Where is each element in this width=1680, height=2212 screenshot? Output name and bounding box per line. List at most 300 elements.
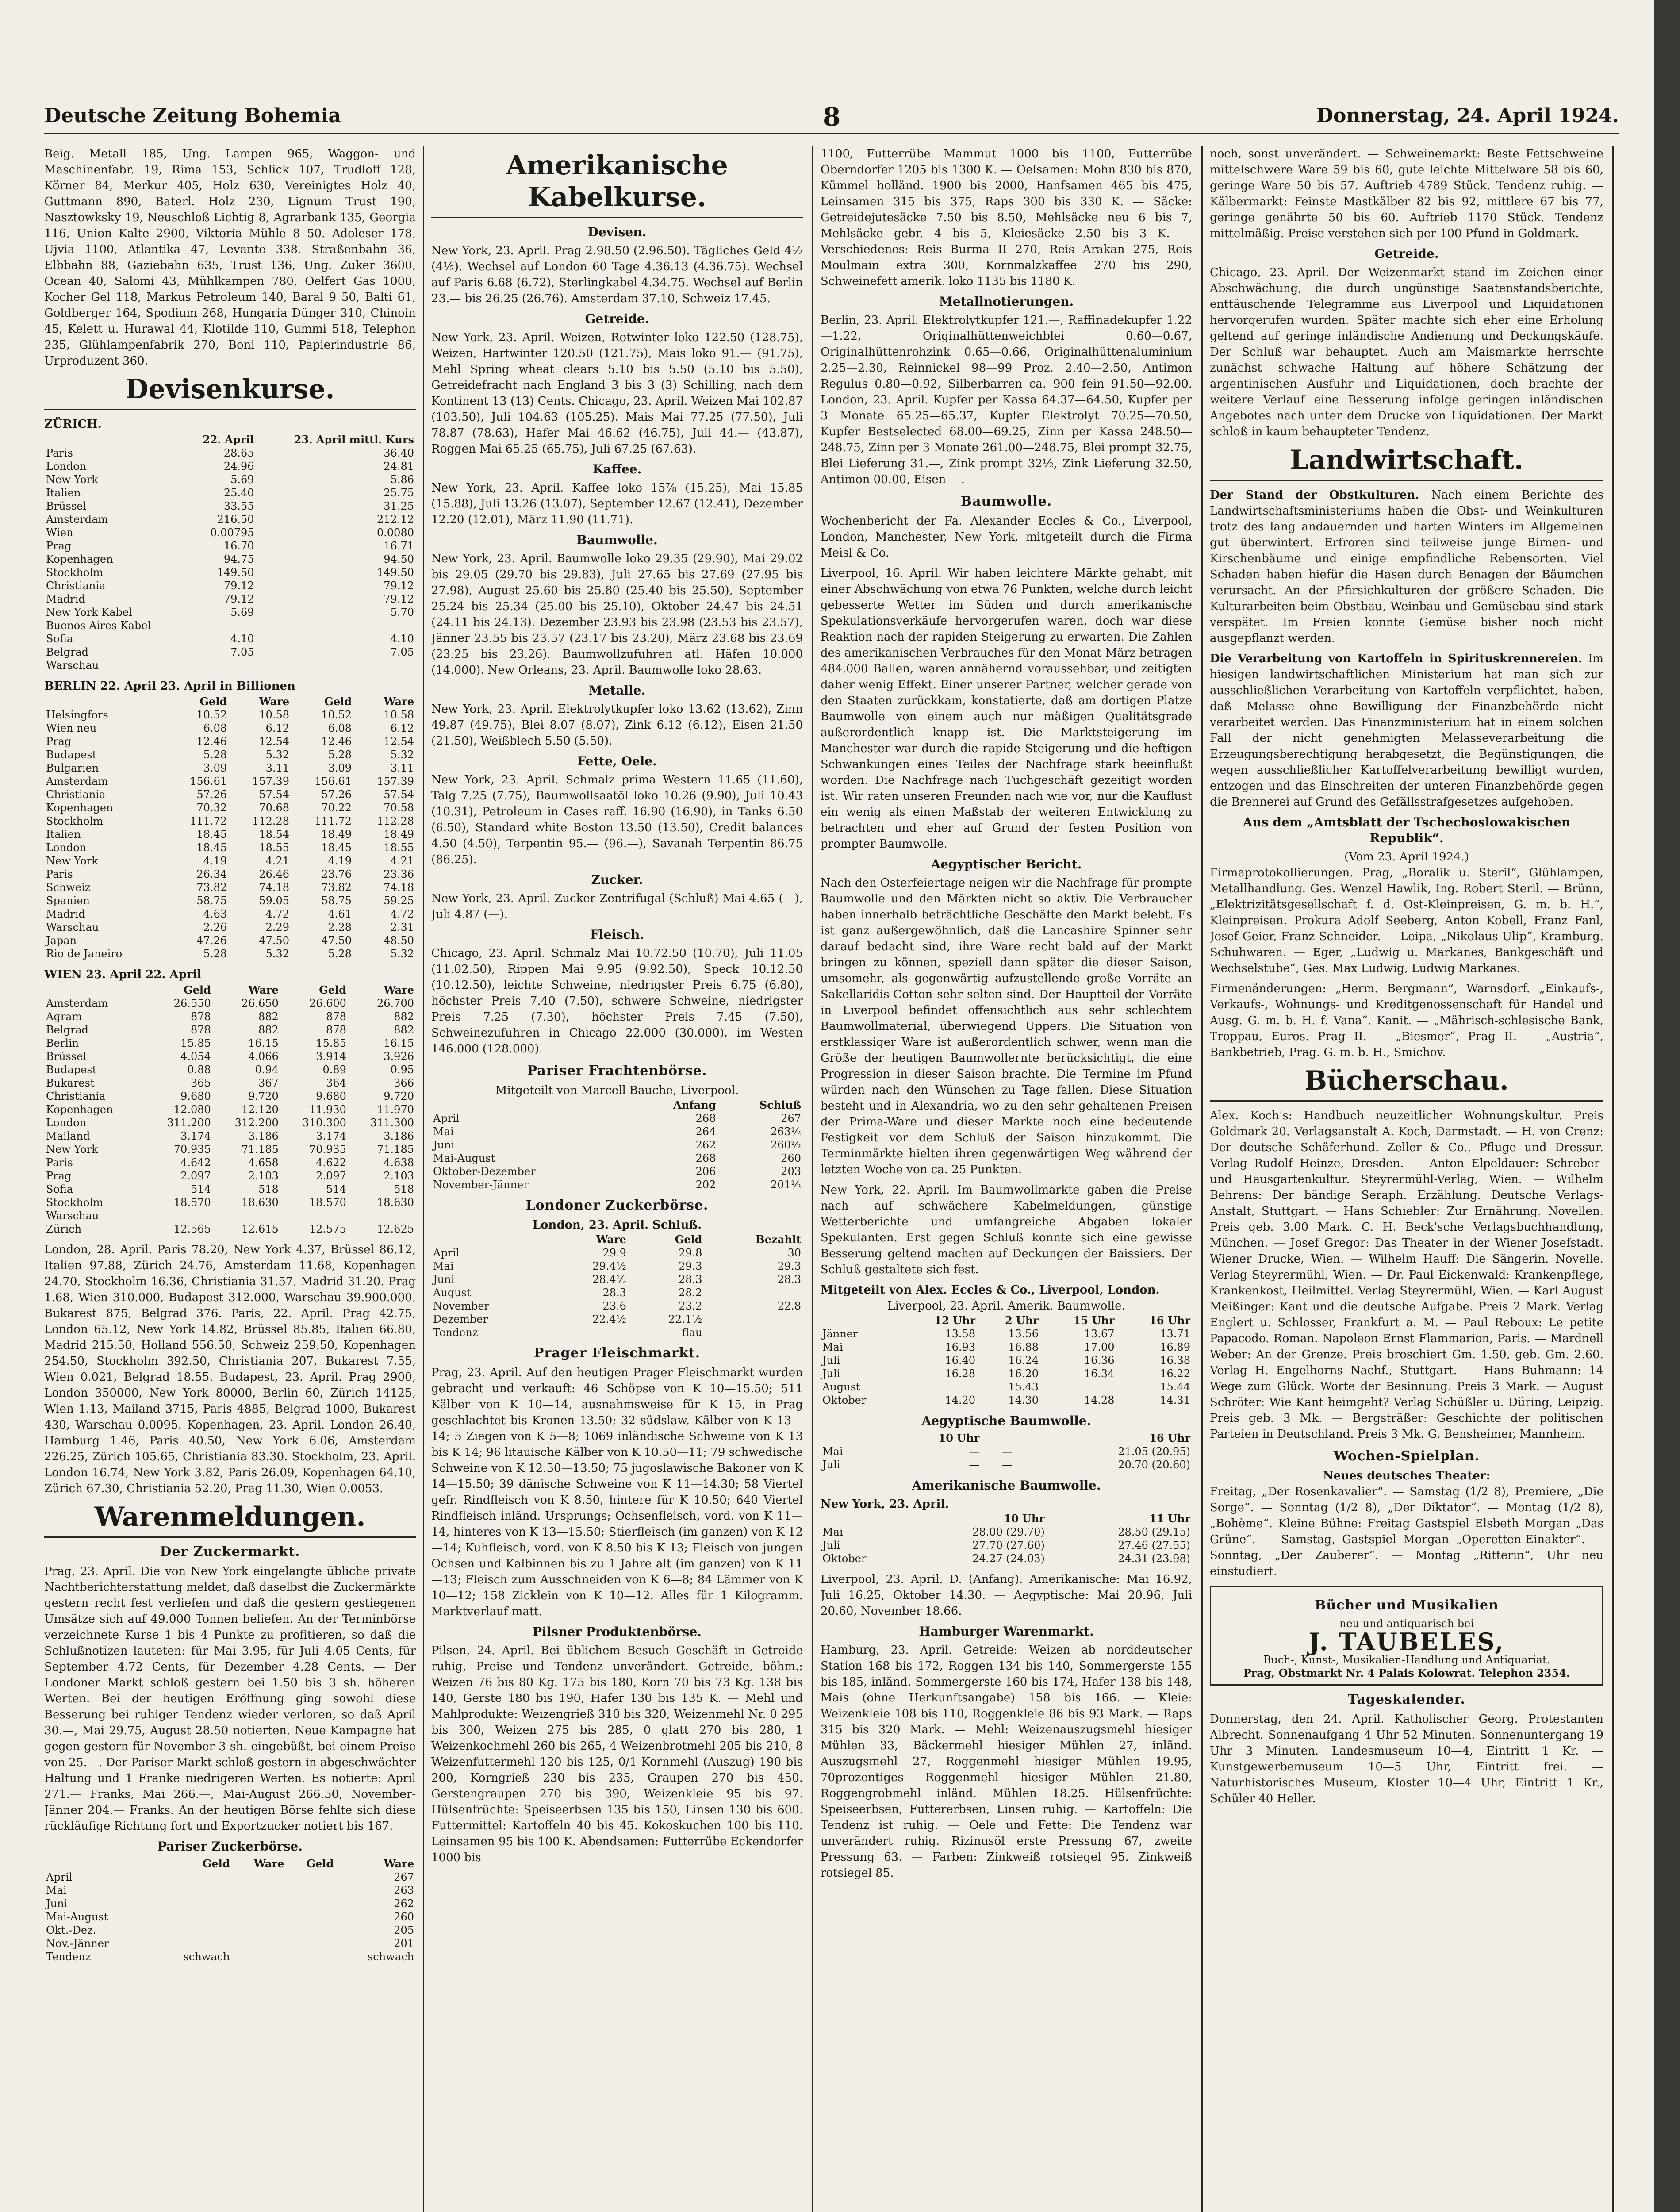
table-cell: 29.3 bbox=[679, 1260, 702, 1272]
table-row bbox=[821, 1525, 1192, 1539]
table-cell: 18.630 bbox=[377, 1196, 414, 1209]
baumwolle-report: Liverpool, 16. April. Wir haben leichtere Märkte gehabt, mit einer Abschwächung von etwa 76 Punkten, welche durch leicht gebesserte Wetter im Süden und durch amerikanische Spekulationsverkäufe hervorgerufen waren, doch war diese Reaktion nach der rapiden Steigerung zu erwarten. Die Zahlen des amerikanischen Verbrauches für den Monat März betragen 484.000 Ballen, waren annähernd voraussehbar, und zeitigten daher wenig Effekt. Einer unserer Partner, welcher gerade von den Staaten zurückkam, konstatierte, daß am dortigen Platze Baumwolle von einem auch nur mäßigen Qualitätsgrade außerordentlich knapp ist. Die Marktsteigerung im Manchester war durch die rapide Steigerung und die heftigen Schwankungen eines Teiles der Nachfrage stark beeinflußt worden. Die Nachfrage nach Tuchgeschäft gezeitigt worden ist. Wir raten unseren Freunden nach wie vor, nur die Kauflust ein wenig als einen Maßstab der weiteren Entwicklung zu betrachten und eher auf Grund der festen Position von prompter Baumwolle. bbox=[821, 567, 1192, 851]
row-label: New York bbox=[46, 855, 98, 867]
row-label: Warschau bbox=[46, 1210, 99, 1222]
column-header: Geld bbox=[319, 983, 346, 996]
table-cell: 157.39 bbox=[252, 775, 290, 787]
table-cell: 58.75 bbox=[196, 895, 227, 907]
table-cell: 16.88 bbox=[1008, 1341, 1039, 1353]
table-cell: 73.82 bbox=[321, 881, 352, 894]
table-cell bbox=[232, 1924, 286, 1937]
table-cell: 5.69 bbox=[230, 473, 254, 486]
table-cell: 57.54 bbox=[259, 788, 290, 801]
table-cell: 9.680 bbox=[180, 1090, 211, 1102]
row-label: Rio de Janeiro bbox=[46, 948, 123, 960]
metalle-text: New York, 23. April. Elektrolytkupfer loko 13.62 (13.62), Zinn 49.87 (49.75), Blei 8.07 (8.07), Zink 6.12 (6.12), Eisen 21.50 (21.50), Weißblech 5.50 (5.50). bbox=[431, 703, 803, 748]
table-cell bbox=[1040, 1380, 1116, 1394]
column-rule bbox=[1612, 146, 1614, 2212]
column-header bbox=[821, 1432, 877, 1445]
table-row bbox=[44, 934, 416, 947]
table-row bbox=[44, 606, 416, 619]
table-cell: 149.50 bbox=[217, 566, 254, 579]
table-cell: 3.09 bbox=[203, 762, 227, 774]
table-cell bbox=[286, 1897, 335, 1910]
table-cell: 29.9 bbox=[602, 1247, 626, 1259]
row-label: August bbox=[822, 1381, 860, 1393]
row-label: Juli bbox=[822, 1539, 840, 1551]
table-cell: 57.54 bbox=[384, 788, 414, 801]
zuckermarkt-text: Prag, 23. April. Die von New York eingelangte übliche private Nachtberichterstattung meldet, daß daselbst die Zuckermärkte gestern recht fest verliefen und daß die gestern gestiegenen Umsätze sich auf 49.000 Tonnen beliefen. An der Terminbörse verzeichnete Kurse 1 bis 4 Punkte zu profitieren, so daß die Schlußnotizen lauteten: für Mai 3.95, für Juli 4.05 Cents, für September 4.72 Cents, für Dezember 4.28 Cents. — Der Londoner Markt schloß gestern bei 1.50 bis 3 sh. höheren Werten. Bei der heutigen Eröffnung ging sowohl diese Besserung bei ruhiger Tendenz wieder verloren, so daß April 30.—, Mai 29.75, August 28.50 notierten. Neue Kampagne hat gegen gestern für November 3 sh. eingebüßt, bei einem Preise von 25.—. Der Pariser Markt schloß gestern in abgeschwächter Haltung und 1 Franke niedrigeren Werten. Es notierte: April 271.— Franks, Mai 266.—, Mai-August 266.50, November-Jänner 204.— Franks. An der heutigen Börse fehlte sich diese rückläufige Richtung fort und Exportzucker notiert bis 167. bbox=[44, 1565, 416, 1833]
row-label: Italien bbox=[46, 828, 81, 841]
row-label: Mai bbox=[433, 1125, 454, 1138]
table-cell: 10.58 bbox=[259, 709, 290, 721]
table-cell: 47.26 bbox=[196, 934, 227, 947]
table-cell bbox=[256, 659, 416, 672]
table-cell: 48.50 bbox=[384, 934, 414, 947]
row-label: London bbox=[46, 460, 87, 472]
table-cell: 6.08 bbox=[328, 722, 352, 734]
row-label: April bbox=[433, 1247, 460, 1259]
fleisch-text: Chicago, 23. April. Schmalz Mai 10.72.50 (10.70), Juli 11.05 (11.02.50), Rippen Mai 9.95 (9.92.50), Speck 10.12.50 (10.12.50), leichte Schweine, niedrigster Preis 6.75 (6.80), höchster Preis 7.40 (7.50), schwere Schweine, niedrigster Preis 7.25 (7.30), höchster Preis 7.45 (7.50), Schweinezufuhren in Chicago 22.000 (30.000), im Westen 146.000 (128.000). bbox=[431, 947, 803, 1056]
table-cell: 33.55 bbox=[223, 500, 254, 512]
table-cell: — bbox=[969, 1445, 980, 1458]
table-cell bbox=[286, 1924, 335, 1937]
table-cell: 365 bbox=[190, 1077, 211, 1089]
table-cell: 5.86 bbox=[390, 473, 414, 486]
table-cell: 26.34 bbox=[196, 868, 227, 880]
column-header bbox=[44, 695, 166, 708]
table-row bbox=[44, 735, 416, 748]
table-cell bbox=[232, 1870, 286, 1884]
frachtenboerse-heading: Pariser Frachtenbörse. bbox=[527, 1063, 707, 1079]
table-cell: 518 bbox=[394, 1183, 414, 1195]
table-cell: 16.24 bbox=[1008, 1354, 1039, 1367]
table-cell: 15.44 bbox=[1160, 1381, 1190, 1393]
table-row bbox=[44, 854, 416, 868]
column-header: Ware bbox=[253, 1857, 284, 1870]
table-row bbox=[44, 619, 416, 632]
column-header: 16 Uhr bbox=[1149, 1314, 1190, 1327]
column-rule bbox=[1201, 146, 1203, 2212]
table-cell bbox=[151, 1897, 232, 1910]
table-cell: 202 bbox=[695, 1179, 716, 1191]
row-label: Madrid bbox=[46, 593, 85, 605]
row-label: New York bbox=[46, 473, 98, 486]
table-cell: 18.54 bbox=[259, 828, 290, 841]
aegyptische-baumwolle-heading: Aegyptische Baumwolle. bbox=[921, 1413, 1091, 1428]
table-cell bbox=[552, 1326, 628, 1339]
column-header: Geld bbox=[306, 1857, 334, 1870]
row-label: Bulgarien bbox=[46, 762, 99, 774]
hamburger-warenmarkt-text: Hamburg, 23. April. Getreide: Weizen ab norddeutscher Station 168 bis 172, Roggen 134 bis 140, Sommergerste 155 bis 185, inländ. Sommergerste 160 bis 174, Hafer 138 bis 148, Mais (ohne Herkunftsangabe) 158 bis 166. — Kleie: Weizenkleie 108 bis 110, Roggenkleie 86 bis 93 Mark. — Raps 315 bis 320 Mark. — Mehl: Weizenauszugsmehl hiesiger Mühlen 33, Bäckermehl hiesiger Mühlen 27, inländ. Auszugsmehl 27, Roggenmehl hiesiger Mühlen 19.95, 70prozentiges Roggenmehl hiesiger Mühlen 21.80, Roggengrobmehl inländ. Mühlen 18.25. Hülsenfrüchte: Speiseerbsen, Futtererbsen, Linsen ruhig. — Kartoffeln: Die Tendenz ist ruhig. — Oele und Fette: Die Tendenz war unverändert ruhig. Rizinusöl erste Pressung 67, zweite Pressung 63. — Farben: Zinkweiß rotsiegel 95. Zinkweiß rotsiegel 85. bbox=[821, 1644, 1192, 1880]
table-cell: 111.72 bbox=[315, 815, 352, 827]
page-edge-shadow bbox=[1654, 0, 1680, 2212]
table-cell: 882 bbox=[394, 1024, 414, 1036]
ad-company-name: J. TAUBELES, bbox=[1308, 1628, 1505, 1656]
row-label: London bbox=[46, 841, 87, 854]
table-header-row bbox=[431, 1233, 803, 1246]
table-cell: 23.2 bbox=[679, 1300, 702, 1312]
table-cell: 3.11 bbox=[390, 762, 414, 774]
table-cell: 5.28 bbox=[328, 749, 352, 761]
row-label: August bbox=[433, 1286, 471, 1299]
table-row bbox=[44, 553, 416, 566]
table-cell: 4.638 bbox=[384, 1156, 414, 1169]
table-cell: 59.25 bbox=[384, 895, 414, 907]
row-label: Dezember bbox=[433, 1313, 488, 1325]
table-row bbox=[431, 1273, 803, 1286]
table-cell: 94.75 bbox=[223, 553, 254, 565]
table-cell bbox=[286, 1884, 335, 1897]
table-cell: 70.68 bbox=[259, 802, 290, 814]
table-cell bbox=[286, 1950, 335, 1963]
table-row bbox=[44, 1143, 416, 1156]
table-row bbox=[44, 1950, 416, 1963]
table-row bbox=[44, 1884, 416, 1897]
table-cell: 70.32 bbox=[196, 802, 227, 814]
column-header: 11 Uhr bbox=[1149, 1512, 1190, 1525]
table-cell bbox=[704, 1313, 803, 1326]
row-label: Christiania bbox=[46, 788, 106, 801]
table-row bbox=[44, 486, 416, 499]
liverpool-anfang-text: Liverpool, 23. April. D. (Anfang). Amerikanische: Mai 16.92, Juli 16.25, Oktober 14.30. — Aegyptische: Mai 20.96, Juli 20.60, November 18.66. bbox=[821, 1573, 1192, 1618]
table-cell: 15.85 bbox=[180, 1037, 211, 1049]
row-label: Kopenhagen bbox=[46, 553, 113, 565]
column-header: Geld bbox=[324, 695, 352, 708]
table-cell: 12.54 bbox=[384, 735, 414, 748]
metallnotierungen-text: Berlin, 23. April. Elektrolytkupfer 121.—, Raffinadekupfer 1.22—1.22, Originalhüttenweichblei 0.60—0.67, Originalhüttenrohzink 0.65—0.66, Originalhüttenaluminium 2.25—2.30, Reinnickel 98—99 Proz. 2.40—2.50, Antimon Regulus 0.80—0.92, Silberbarren ca. 900 fein 91.50—92.00. London, 23. April. Kupfer per Kassa 64.37—64.50, Kupfer per 3 Monate 65.25—65.37, Kupfer Elektrolyt 70.25—70.50, Kupfer Bestselected 68.00—69.25, Zinn per Kassa 248.50—248.75, Zinn per 3 Monate 261.00—248.75, Blei prompt 32.75, Blei Lieferung 31.—, Zink prompt 32½, Zink Lieferung 32.50, Antimon 00.00, Eisen —. bbox=[821, 314, 1192, 486]
table-row bbox=[44, 722, 416, 735]
table-cell: 11.930 bbox=[309, 1103, 346, 1116]
table-row bbox=[44, 539, 416, 553]
issue-date: Donnerstag, 24. April 1924. bbox=[1316, 104, 1619, 127]
row-label: New York bbox=[46, 1143, 98, 1156]
table-cell: 15.85 bbox=[316, 1037, 346, 1049]
ad-address: Prag, Obstmarkt Nr. 4 Palais Kolowrat. Telephon 2354. bbox=[1243, 1667, 1570, 1679]
firmenaenderungen-text: Firmenänderungen: „Herm. Bergmann“, Warnsdorf. „Einkaufs-, Verkaufs-, Wohnungs- und Kreditgenossenschaft für Handel und Ausg. G. m. b. H. f. Vana“. Kanit. — „Mährisch-schlesische Bank, Troppau, Euros. Prag II. — „Biesmer“, Prag II. — „Austria“, Bankbetrieb, Prag. G. m. b. H., Smichov. bbox=[1210, 982, 1603, 1059]
table-row bbox=[44, 1063, 416, 1076]
table-row bbox=[44, 761, 416, 775]
row-label: Oktober bbox=[822, 1394, 867, 1406]
table-cell: 260½ bbox=[770, 1139, 801, 1151]
table-cell bbox=[704, 1286, 803, 1299]
table-cell: 16.71 bbox=[384, 540, 414, 552]
table-cell: 18.570 bbox=[309, 1196, 346, 1209]
table-cell: 2.26 bbox=[203, 921, 227, 933]
row-label: Prag bbox=[46, 540, 72, 552]
table-cell: 7.05 bbox=[230, 646, 254, 658]
table-row bbox=[431, 1286, 803, 1299]
getreide-heading: Getreide. bbox=[1374, 246, 1439, 261]
row-label: Wien bbox=[46, 526, 73, 539]
table-cell: 17.00 bbox=[1084, 1341, 1115, 1353]
row-label: Berlin bbox=[46, 1037, 79, 1049]
table-cell bbox=[151, 1910, 232, 1924]
table-cell: 882 bbox=[258, 1010, 279, 1023]
table-cell: 5.28 bbox=[328, 948, 352, 960]
table-cell: 71.185 bbox=[377, 1143, 414, 1156]
table-row bbox=[44, 1050, 416, 1063]
table-cell: 47.50 bbox=[321, 934, 352, 947]
newyork-baumwolle-text: New York, 22. April. Im Baumwollmarkte gaben die Preise nach auf schwächere Kabelmeldungen, günstige Wetterberichte und umfangreiche Abgaben lokaler Spekulanten. Erst gegen Schluß konnte sich eine gewisse Besserung geltend machen auf Deckungen der Baissiers. Der Schluß gestaltete sich fest. bbox=[821, 1183, 1192, 1276]
table-cell: 264 bbox=[695, 1125, 716, 1138]
table-row bbox=[44, 446, 416, 460]
table-row bbox=[44, 1090, 416, 1103]
row-label: Madrid bbox=[46, 908, 85, 920]
table-header-row bbox=[821, 1314, 1192, 1327]
table-cell bbox=[232, 1937, 286, 1950]
row-label: Paris bbox=[46, 868, 73, 880]
table-cell: 882 bbox=[258, 1024, 279, 1036]
table-cell: 14.30 bbox=[1008, 1394, 1039, 1406]
table-cell: 71.185 bbox=[241, 1143, 279, 1156]
table-cell: 0.0080 bbox=[377, 526, 414, 539]
table-cell bbox=[185, 659, 256, 672]
zurich-caption: ZÜRICH. bbox=[44, 418, 102, 431]
table-cell: 5.32 bbox=[390, 948, 414, 960]
table-cell: 878 bbox=[326, 1010, 346, 1023]
table-row bbox=[821, 1552, 1192, 1565]
table-cell: schwach bbox=[368, 1951, 414, 1963]
aegyptische-baumwolle-table bbox=[821, 1432, 1192, 1471]
table-cell bbox=[1047, 1552, 1053, 1565]
table-row bbox=[821, 1327, 1192, 1340]
table-row bbox=[431, 1260, 803, 1273]
getreide-text: Chicago, 23. April. Der Weizenmarkt stand im Zeichen einer Abschwächung, die durch ungünstige Saatenstandsberichte, enttäuschende Telegramme aus Liverpool und Liquidationen hervorgerufen wurden. Später machte sich eher eine Erholung geltend auf geringe inländische Andienung und Deckungskäufe. Der Schluß war behauptet. Auch am Maismarkte herrschte zunächst schwache Haltung auf höhere Schätzung der argentinischen Ausfuhr und Liquidationen, doch brachte der weitere Verlauf eine Besserung infolge geringen inländischen Angebotes nach unter dem Drucke von Liquidationen. Der Markt schloß in kaum behaupteter Tendenz. bbox=[1210, 266, 1603, 438]
kaffee-heading: Kaffee. bbox=[592, 462, 642, 476]
row-label: Sofia bbox=[46, 1183, 73, 1195]
table-cell: 4.10 bbox=[390, 633, 414, 645]
berlin-table bbox=[44, 695, 416, 960]
table-cell: 29.3 bbox=[777, 1260, 801, 1272]
table-row bbox=[44, 526, 416, 539]
table-row bbox=[44, 1910, 416, 1924]
liverpool-sub: Liverpool, 23. April. Amerik. Baumwolle. bbox=[887, 1299, 1125, 1313]
row-label: Mai bbox=[822, 1526, 843, 1538]
pariser-zucker-heading: Pariser Zuckerbörse. bbox=[157, 1839, 303, 1854]
fleisch-heading: Fleisch. bbox=[590, 927, 644, 942]
table-row bbox=[821, 1367, 1192, 1380]
produkten-continued-text: 1100, Futterrübe Mammut 1000 bis 1100, Futterrübe Oberndorfer 1205 bis 1300 K. — Oelsamen: Mohn 830 bis 870, Kümmel holländ. 1900 bis 2000, Hanfsamen 465 bis 475, Leinsamen 315 bis 375, Raps 300 bis 330 K. — Säcke: Getreidejutesäcke 7.50 bis 8.50, Mehlsäcke neu 6 bis 7, Mehlsäcke gebr. 4 bis 5, Kleiesäcke 2.50 bis 3 K. — Verschiedenes: Reis Burma II 270, Reis Arakan 275, Reis Moulmain extra 300, Kornmalzkaffee 270 bis 290, Schweinefett amerik. loko 1135 bis 1180 K. bbox=[821, 147, 1192, 288]
column-header: 2 Uhr bbox=[1005, 1314, 1039, 1327]
table-cell: schwach bbox=[183, 1951, 230, 1963]
table-cell: 13.67 bbox=[1084, 1328, 1115, 1340]
pilsner-heading: Pilsner Produktenbörse. bbox=[532, 1624, 702, 1639]
row-label: Zürich bbox=[46, 1223, 82, 1235]
table-row bbox=[431, 1152, 803, 1165]
table-cell bbox=[901, 1380, 977, 1394]
column-header bbox=[431, 1233, 552, 1246]
tageskalender-heading: Tageskalender. bbox=[1348, 1692, 1465, 1707]
table-cell: 205 bbox=[394, 1924, 414, 1936]
row-label: Oktober bbox=[822, 1552, 867, 1565]
ad-headline: Bücher und Musikalien bbox=[1315, 1598, 1499, 1613]
table-cell: 5.28 bbox=[203, 948, 227, 960]
table-cell: 79.12 bbox=[384, 593, 414, 605]
column-header: 16 Uhr bbox=[1149, 1432, 1190, 1444]
table-cell: 24.96 bbox=[223, 460, 254, 472]
baumwolle-heading: Baumwolle. bbox=[960, 494, 1052, 509]
table-row bbox=[44, 997, 416, 1010]
londoner-zucker-table bbox=[431, 1233, 803, 1339]
table-cell: 30 bbox=[787, 1247, 801, 1259]
table-cell: 18.630 bbox=[241, 1196, 279, 1209]
column-header: Geld bbox=[199, 695, 227, 708]
row-label: Stockholm bbox=[46, 815, 103, 827]
table-row bbox=[44, 513, 416, 526]
table-cell: 2.31 bbox=[390, 921, 414, 933]
table-cell: 16.20 bbox=[1008, 1367, 1039, 1380]
frachtenboerse-sub: Mitgeteilt von Marcell Bauche, Liverpool. bbox=[495, 1084, 739, 1097]
table-cell: 112.28 bbox=[377, 815, 414, 827]
table-cell bbox=[1047, 1539, 1053, 1552]
table-cell: 5.32 bbox=[265, 948, 290, 960]
table-cell: 70.935 bbox=[309, 1143, 346, 1156]
table-cell: 2.103 bbox=[384, 1170, 414, 1182]
table-row bbox=[44, 1897, 416, 1910]
ad-subline: neu und antiquarisch bei bbox=[1339, 1617, 1474, 1630]
table-row bbox=[44, 947, 416, 960]
row-label: Stockholm bbox=[46, 1196, 103, 1209]
table-cell: 12.080 bbox=[173, 1103, 211, 1116]
row-label: Mai-August bbox=[46, 1911, 108, 1923]
table-cell: 24.27 (24.03) bbox=[972, 1552, 1045, 1565]
table-cell: flau bbox=[682, 1326, 702, 1339]
table-cell: 14.28 bbox=[1084, 1394, 1115, 1406]
table-cell: 267 bbox=[781, 1112, 801, 1125]
table-row bbox=[44, 1222, 416, 1236]
table-row bbox=[44, 788, 416, 801]
table-row bbox=[821, 1458, 1192, 1471]
table-cell bbox=[280, 1209, 348, 1222]
row-label: Mailand bbox=[46, 1130, 90, 1142]
table-cell: 18.55 bbox=[259, 841, 290, 854]
table-cell: 13.56 bbox=[1008, 1328, 1039, 1340]
table-cell: 7.05 bbox=[390, 646, 414, 658]
table-cell: 70.22 bbox=[321, 802, 352, 814]
table-cell: 518 bbox=[258, 1183, 279, 1195]
table-cell: 16.89 bbox=[1160, 1341, 1190, 1353]
table-cell: 268 bbox=[695, 1112, 716, 1125]
table-cell bbox=[286, 1870, 335, 1884]
row-label: April bbox=[46, 1871, 73, 1883]
table-cell: 2.28 bbox=[328, 921, 352, 933]
table-row bbox=[431, 1112, 803, 1125]
column-header: Ware bbox=[259, 695, 290, 708]
column-header bbox=[44, 983, 145, 997]
table-cell bbox=[232, 1884, 286, 1897]
column-header: Ware bbox=[384, 695, 414, 708]
table-cell: 16.22 bbox=[1160, 1367, 1190, 1380]
table-cell: 28.2 bbox=[679, 1286, 702, 1299]
zucker-text: New York, 23. April. Zucker Zentrifugal (Schluß) Mai 4.65 (—), Juli 4.87 (—). bbox=[431, 892, 803, 921]
metalle-heading: Metalle. bbox=[588, 683, 646, 698]
table-cell: 12.46 bbox=[196, 735, 227, 748]
table-cell bbox=[213, 1209, 280, 1222]
row-label: Belgrad bbox=[46, 1024, 89, 1036]
table-cell: 882 bbox=[394, 1010, 414, 1023]
table-cell: 878 bbox=[190, 1024, 211, 1036]
table-cell: 112.28 bbox=[252, 815, 290, 827]
row-label: Jänner bbox=[822, 1328, 858, 1340]
column-header: Ware bbox=[384, 1857, 414, 1870]
table-cell: — bbox=[969, 1459, 980, 1471]
row-label: Mai bbox=[822, 1445, 843, 1458]
table-cell bbox=[151, 1924, 232, 1937]
table-cell: 4.21 bbox=[390, 855, 414, 867]
table-cell: 3.186 bbox=[384, 1130, 414, 1142]
row-label: Mai bbox=[46, 1884, 67, 1897]
table-cell: 262 bbox=[695, 1139, 716, 1151]
table-cell: 15.43 bbox=[1008, 1381, 1039, 1393]
table-cell bbox=[704, 1326, 803, 1339]
column-header: Schluß bbox=[759, 1098, 801, 1111]
row-label: Juni bbox=[433, 1139, 455, 1151]
column-header: 10 Uhr bbox=[938, 1432, 980, 1444]
table-cell: 36.40 bbox=[384, 447, 414, 459]
table-cell: 4.72 bbox=[265, 908, 290, 920]
table-cell: — bbox=[1002, 1459, 1013, 1471]
table-row bbox=[44, 748, 416, 761]
table-cell: 73.82 bbox=[196, 881, 227, 894]
table-cell: 16.40 bbox=[945, 1354, 976, 1367]
row-label: Spanien bbox=[46, 895, 90, 907]
table-header-row bbox=[821, 1512, 1192, 1525]
table-cell: 58.75 bbox=[321, 895, 352, 907]
table-cell: 364 bbox=[326, 1077, 346, 1089]
table-cell: 6.12 bbox=[390, 722, 414, 734]
table-cell: 156.61 bbox=[190, 775, 227, 787]
table-header-row bbox=[44, 695, 416, 708]
row-label: Amsterdam bbox=[46, 775, 108, 787]
table-row bbox=[821, 1394, 1192, 1407]
table-cell: 11.970 bbox=[377, 1103, 414, 1116]
table-row bbox=[431, 1299, 803, 1313]
table-cell: 14.31 bbox=[1160, 1394, 1190, 1406]
table-cell: 16.34 bbox=[1084, 1367, 1115, 1380]
table-cell: 311.200 bbox=[167, 1117, 211, 1129]
table-row bbox=[44, 499, 416, 513]
table-cell: 57.26 bbox=[196, 788, 227, 801]
table-cell: 2.097 bbox=[180, 1170, 211, 1182]
table-row bbox=[44, 814, 416, 828]
row-label: Juli bbox=[822, 1367, 840, 1380]
table-cell: 16.28 bbox=[945, 1367, 976, 1380]
table-row bbox=[44, 1023, 416, 1037]
table-row bbox=[44, 1870, 416, 1884]
column-header: Geld bbox=[202, 1857, 230, 1870]
column-header: 22. April bbox=[203, 433, 254, 446]
column-3 bbox=[821, 146, 1192, 2212]
row-label: Paris bbox=[46, 1156, 73, 1169]
column-header bbox=[1047, 1512, 1053, 1525]
metallnotierungen-heading: Metallnotierungen. bbox=[939, 294, 1074, 309]
table-cell: 29.4½ bbox=[592, 1260, 626, 1272]
table-cell: 9.720 bbox=[384, 1090, 414, 1102]
kaffee-text: New York, 23. April. Kaffee loko 15⅞ (15.25), Mai 15.85 (15.88), Juli 13.26 (13.07), September 12.67 (12.41), Dezember 12.20 (12.01), März 11.90 (11.71). bbox=[431, 481, 803, 526]
spielplan-text: Freitag, „Der Rosenkavalier“. — Samstag (1/2 8), Premiere, „Die Sorge“. — Sonntag (1/2 8), „Der Diktator“. — Montag (1/2 8), „Bohème“. Kleine Bühne: Freitag Gastspiel Elsbeth Morgan „Das Grüne“. — Samstag, Gastspiel Morgan „Operetten-Einakter“. — Sonntag, „Der Zauberer“. — Montag „Ritterin“, Uhr neu einstudiert. bbox=[1210, 1485, 1603, 1578]
liverpool-table bbox=[821, 1314, 1192, 1407]
table-cell: 13.58 bbox=[945, 1328, 976, 1340]
table-cell: 216.50 bbox=[217, 513, 254, 526]
table-cell: 878 bbox=[190, 1010, 211, 1023]
column-header: 15 Uhr bbox=[1073, 1314, 1115, 1327]
row-label: Prag bbox=[46, 735, 72, 748]
table-cell: 3.914 bbox=[316, 1050, 346, 1063]
table-cell bbox=[286, 1910, 335, 1924]
tageskalender-text: Donnerstag, den 24. April. Katholischer Georg. Protestanten Albrecht. Sonnenaufgang 4 Uhr 52 Minuten. Sonnenuntergang 19 Uhr 3 Minuten. Landesmuseum 10—4, Eintritt 1 Kr. — Kunstgewerbemuseum 10—5 Uhr, Eintritt frei. — Naturhistorisches Museum, Kloster 10—4 Uhr, Eintritt 1 Kr., Schüler 40 Heller. bbox=[1210, 1713, 1603, 1805]
table-cell: 311.300 bbox=[370, 1117, 414, 1129]
